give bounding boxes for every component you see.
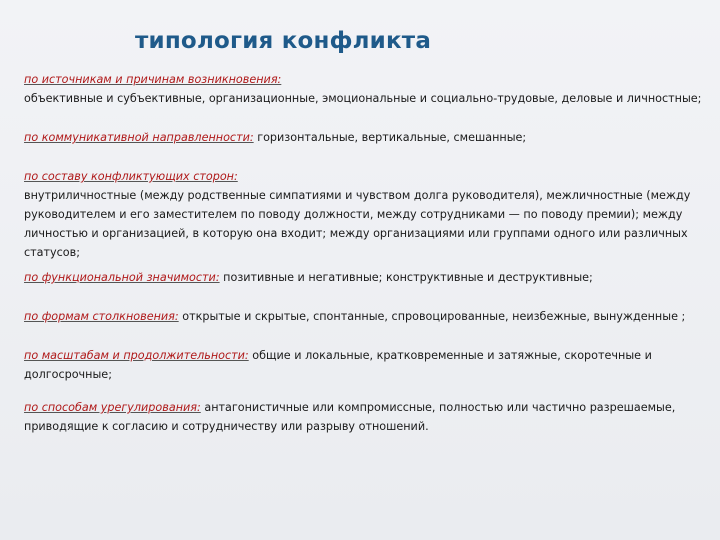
list-item-communication [24,128,708,147]
category-text: объективные и субъективные, организационные, эмоциональные и социально-трудовые, деловые и личностные; [24,92,702,105]
list-item-function [24,268,708,287]
list-item-parties [24,167,708,262]
list-item-resolution [24,398,708,436]
list-item-sources [24,70,708,108]
category-label: по способам урегулирования: [24,401,201,414]
category-text: общие и локальные, кратковременные и затяжные, скоротечные и долгосрочные; [24,349,652,381]
category-label: по масштабам и продолжительности: [24,349,249,362]
category-label: по функциональной значимости: [24,271,220,284]
category-text: позитивные и негативные; конструктивные и деструктивные; [219,271,593,284]
category-label: по формам столкновения: [24,310,179,323]
list-item-forms [24,307,708,326]
category-label: по источникам и причинам возникновения: [24,73,282,86]
list-item-scale [24,346,708,384]
category-text: внутриличностные (между родственные симпатиями и чувством долга руководителя), межличностные (между руководителем и его заместителем по поводу должности, между сотрудниками — по поводу премии); между личностью и организацией, в которую она входит; между организациями или группами одного или различных статусов; [24,189,691,259]
category-label: по составу конфликтующих сторон: [24,170,238,183]
category-label: по коммуникативной направленности: [24,131,254,144]
typology-list [24,70,708,436]
category-text: горизонтальные, вертикальные, смешанные; [253,131,527,144]
category-text: открытые и скрытые, спонтанные, спровоцированные, неизбежные, вынужденные ; [178,310,686,323]
category-text: антагонистичные или компромиссные, полностью или частично разрешаемые, приводящие к согласию и сотрудничеству или разрыву отношений. [24,401,676,433]
slide-title: типология конфликта [135,28,432,54]
